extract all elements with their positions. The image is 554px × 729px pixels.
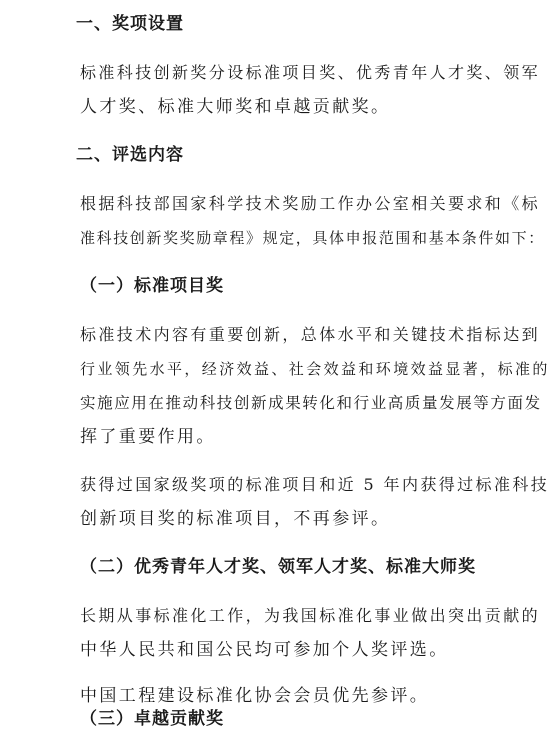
section-2-intro-line-2: 准科技创新奖奖励章程》规定，具体申报范围和基本条件如下： <box>80 229 545 247</box>
subsection-2-paragraph-1-line-1: 长期从事标准化工作，为我国标准化事业做出突出贡献的 <box>80 606 541 625</box>
subsection-1-paragraph-1-line-1: 标准技术内容有重要创新，总体水平和关键技术指标达到 <box>80 325 541 344</box>
subsection-1-paragraph-1-line-3: 实施应用在推动科技创新成果转化和行业高质量发展等方面发 <box>80 394 542 412</box>
subsection-1-paragraph-1-line-4: 挥了重要作用。 <box>80 427 216 447</box>
section-1-paragraph-line-2: 人才奖、标准大师奖和卓越贡献奖。 <box>80 97 391 117</box>
section-2-intro-line-1: 根据科技部国家科学技术奖励工作办公室相关要求和《标 <box>80 194 541 213</box>
subsection-1-paragraph-2-line-2: 创新项目奖的标准项目，不再参评。 <box>80 509 391 529</box>
subsection-2-paragraph-2-line-1: 中国工程建设标准化协会会员优先参评。 <box>80 686 430 706</box>
subsection-1-paragraph-1-line-2: 行业领先水平，经济效益、社会效益和环境效益显著，标准的 <box>80 360 550 378</box>
subsection-1-heading: （一）标准项目奖 <box>80 276 224 296</box>
section-1-heading: 一、奖项设置 <box>76 14 184 34</box>
subsection-1-paragraph-2-line-1: 获得过国家级奖项的标准项目和近 5 年内获得过标准科技 <box>80 475 550 494</box>
section-1-paragraph-line-1: 标准科技创新奖分设标准项目奖、优秀青年人才奖、领军 <box>80 63 541 82</box>
section-2-heading: 二、评选内容 <box>76 145 184 165</box>
subsection-2-paragraph-1-line-2: 中华人民共和国公民均可参加个人奖评选。 <box>80 640 449 660</box>
subsection-2-heading: （二）优秀青年人才奖、领军人才奖、标准大师奖 <box>80 557 476 577</box>
subsection-3-heading: （三）卓越贡献奖 <box>80 709 224 729</box>
